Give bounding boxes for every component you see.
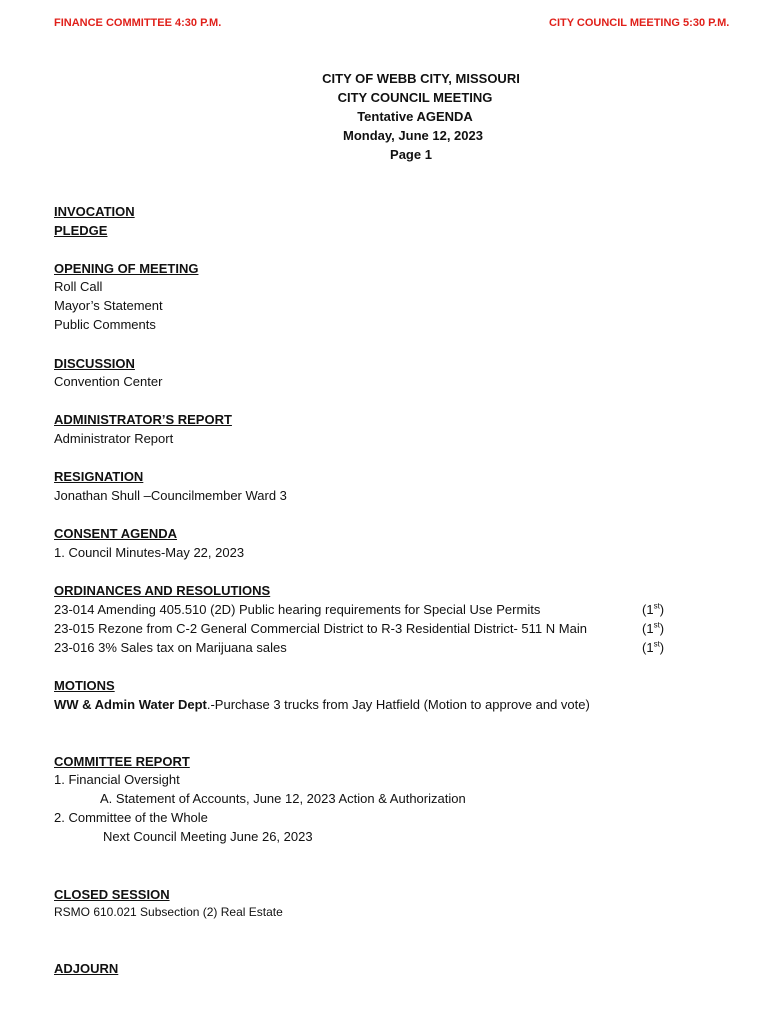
next-meeting: Next Council Meeting June 26, 2023 bbox=[103, 829, 313, 844]
ordinances-heading: ORDINANCES AND RESOLUTIONS bbox=[54, 583, 271, 598]
agenda-label: Tentative AGENDA bbox=[357, 109, 473, 124]
opening-heading: OPENING OF MEETING bbox=[54, 261, 199, 276]
pledge-heading: PLEDGE bbox=[54, 223, 108, 238]
administrator-report: Administrator Report bbox=[54, 431, 174, 446]
meeting-title: CITY COUNCIL MEETING bbox=[337, 90, 493, 105]
resignation-item: Jonathan Shull –Councilmember Ward 3 bbox=[54, 488, 287, 503]
adjourn-heading: ADJOURN bbox=[54, 961, 119, 976]
mayor-statement: Mayor’s Statement bbox=[54, 298, 163, 313]
invocation-heading: INVOCATION bbox=[54, 204, 135, 219]
reading-label: (1st) bbox=[642, 601, 665, 617]
reading-label: (1st) bbox=[642, 620, 665, 636]
convention-center: Convention Center bbox=[54, 374, 163, 389]
administrator-heading: ADMINISTRATOR’S REPORT bbox=[54, 412, 232, 427]
ordinance-item: 23-015 Rezone from C-2 General Commercial District to R-3 Residential District- 511 N Main bbox=[54, 621, 587, 636]
page-number: Page 1 bbox=[390, 147, 432, 162]
real-estate-item: RSMO 610.021 Subsection (2) Real Estate bbox=[54, 905, 283, 919]
committee-of-whole: 2. Committee of the Whole bbox=[54, 810, 208, 825]
motion-item bbox=[54, 697, 590, 712]
council-meeting-time: CITY COUNCIL MEETING 5:30 P.M. bbox=[549, 17, 730, 29]
discussion-heading: DISCUSSION bbox=[54, 356, 135, 371]
committee-heading: COMMITTEE REPORT bbox=[54, 754, 190, 769]
motion-department: WW & Admin Water Dept bbox=[54, 697, 207, 712]
reading-label: (1st) bbox=[642, 639, 665, 655]
closed-session-heading: CLOSED SESSION bbox=[54, 887, 170, 902]
ordinance-item: 23-016 3% Sales tax on Marijuana sales bbox=[54, 640, 287, 655]
ordinance-item: 23-014 Amending 405.510 (2D) Public hearing requirements for Special Use Permits bbox=[54, 602, 541, 617]
financial-oversight: 1. Financial Oversight bbox=[54, 772, 180, 787]
meeting-date: Monday, June 12, 2023 bbox=[343, 128, 483, 143]
resignation-heading: RESIGNATION bbox=[54, 469, 144, 484]
statement-of-accounts: A. Statement of Accounts, June 12, 2023 Action & Authorization bbox=[100, 791, 466, 806]
motion-description: .-Purchase 3 trucks from Jay Hatfield (Motion to approve and vote) bbox=[206, 697, 590, 712]
finance-committee-time: FINANCE COMMITTEE 4:30 P.M. bbox=[54, 17, 222, 29]
city-name: CITY OF WEBB CITY, MISSOURI bbox=[322, 71, 520, 86]
motions-heading: MOTIONS bbox=[54, 678, 115, 693]
public-comments: Public Comments bbox=[54, 317, 156, 332]
council-minutes: 1. Council Minutes-May 22, 2023 bbox=[54, 545, 245, 560]
consent-heading: CONSENT AGENDA bbox=[54, 526, 178, 541]
roll-call: Roll Call bbox=[54, 279, 103, 294]
